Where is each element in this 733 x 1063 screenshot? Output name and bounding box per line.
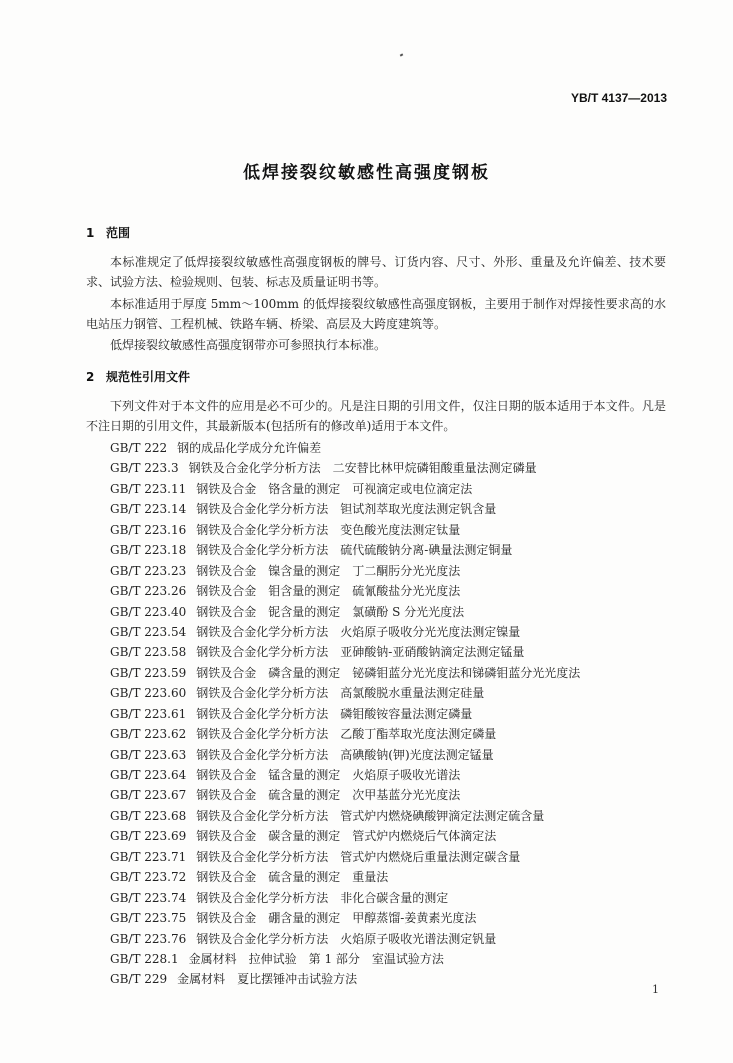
reference-title: 钢铁及合金 铬含量的测定 可视滴定或电位滴定法 bbox=[196, 481, 473, 496]
reference-item bbox=[110, 581, 580, 601]
reference-item bbox=[110, 499, 580, 519]
section-title: 规范性引用文件 bbox=[106, 370, 191, 384]
section-1-paragraph-2: 本标准适用于厚度 5mm～100mm 的低焊接裂纹敏感性高强度钢板，主要用于制作对焊接性要求高的水电站压力钢管、工程机械、铁路车辆、桥梁、高层及大跨度建筑等。 bbox=[86, 297, 666, 331]
reference-code: GB/T 223.3 bbox=[110, 461, 179, 476]
reference-code: GB/T 223.75 bbox=[110, 911, 187, 926]
reference-title: 钢的成品化学成分允许偏差 bbox=[177, 441, 322, 455]
reference-title: 钢铁及合金化学分析方法 磷钼酸铵容量法测定磷量 bbox=[196, 706, 473, 721]
section-1-paragraph-1: 本标准规定了低焊接裂纹敏感性高强度钢板的牌号、订货内容、尺寸、外形、重量及允许偏差、技术要求、试验方法、检验规则、包装、标志及质量证明书等。 bbox=[86, 255, 666, 289]
page-number: 1 bbox=[652, 983, 659, 996]
reference-title: 钢铁及合金化学分析方法 高氯酸脱水重量法测定硅量 bbox=[196, 686, 485, 701]
reference-code: GB/T 223.62 bbox=[110, 727, 187, 742]
reference-title: 钢铁及合金化学分析方法 火焰原子吸收分光光度法测定镍量 bbox=[196, 624, 521, 639]
reference-title: 钢铁及合金 硼含量的测定 甲醇蒸馏-姜黄素光度法 bbox=[196, 911, 477, 926]
reference-item bbox=[110, 724, 580, 744]
standard-number: YB/T 4137—2013 bbox=[570, 91, 667, 105]
reference-item bbox=[110, 683, 580, 703]
reference-code: GB/T 223.60 bbox=[110, 686, 187, 701]
reference-title: 钢铁及合金 镍含量的测定 丁二酮肟分光光度法 bbox=[196, 563, 461, 578]
reference-code: GB/T 223.23 bbox=[110, 563, 187, 578]
reference-title: 钢铁及合金化学分析方法 火焰原子吸收光谱法测定钒量 bbox=[196, 931, 497, 946]
reference-code: GB/T 223.58 bbox=[110, 645, 187, 660]
reference-list bbox=[110, 438, 580, 990]
reference-item bbox=[110, 540, 580, 560]
reference-item bbox=[110, 479, 580, 499]
reference-item bbox=[110, 745, 580, 765]
reference-title: 钢铁及合金化学分析方法 硫代硫酸钠分离-碘量法测定铜量 bbox=[196, 543, 513, 558]
reference-item bbox=[110, 969, 580, 989]
reference-title: 钢铁及合金化学分析方法 高碘酸钠(钾)光度法测定锰量 bbox=[196, 747, 494, 762]
reference-code: GB/T 223.26 bbox=[110, 584, 187, 599]
reference-item bbox=[110, 602, 580, 622]
section-2-heading bbox=[86, 368, 190, 385]
reference-item bbox=[110, 929, 580, 949]
reference-code: GB/T 223.69 bbox=[110, 829, 187, 844]
document-title: 低焊接裂纹敏感性高强度钢板 bbox=[243, 163, 490, 183]
reference-title: 钢铁及合金 锰含量的测定 火焰原子吸收光谱法 bbox=[196, 768, 461, 782]
reference-title: 金属材料 拉伸试验 第 1 部分 室温试验方法 bbox=[188, 951, 444, 966]
reference-code: GB/T 223.68 bbox=[110, 808, 187, 823]
reference-item bbox=[110, 806, 580, 826]
reference-item bbox=[110, 642, 580, 662]
reference-item bbox=[110, 826, 580, 846]
reference-code: GB/T 223.64 bbox=[110, 768, 187, 782]
reference-code: GB/T 223.11 bbox=[110, 481, 187, 496]
reference-title: 钢铁及合金 碳含量的测定 管式炉内燃烧后气体滴定法 bbox=[196, 829, 497, 844]
reference-title: 钢铁及合金化学分析方法 非化合碳含量的测定 bbox=[196, 890, 449, 905]
reference-title: 钢铁及合金化学分析方法 管式炉内燃烧后重量法测定碳含量 bbox=[196, 849, 521, 864]
section-number: 2 bbox=[86, 370, 95, 384]
reference-code: GB/T 223.67 bbox=[110, 788, 187, 803]
section-1-paragraph-3: 低焊接裂纹敏感性高强度钢带亦可参照执行本标准。 bbox=[110, 338, 387, 352]
reference-code: GB/T 223.61 bbox=[110, 706, 187, 721]
reference-title: 钢铁及合金 铌含量的测定 氯磺酚 S 分光光度法 bbox=[196, 604, 465, 619]
reference-item bbox=[110, 520, 580, 540]
reference-title: 钢铁及合金 硫含量的测定 次甲基蓝分光光度法 bbox=[196, 788, 461, 803]
reference-title: 钢铁及合金 钼含量的测定 硫氰酸盐分光光度法 bbox=[196, 584, 461, 599]
reference-code: GB/T 223.74 bbox=[110, 890, 187, 905]
reference-code: GB/T 223.59 bbox=[110, 665, 187, 680]
reference-code: GB/T 229 bbox=[110, 972, 168, 987]
reference-code: GB/T 222 bbox=[110, 441, 168, 455]
reference-code: GB/T 223.16 bbox=[110, 522, 187, 537]
reference-code: GB/T 228.1 bbox=[110, 951, 179, 966]
reference-code: GB/T 223.40 bbox=[110, 604, 187, 619]
reference-item bbox=[110, 663, 580, 683]
section-1-heading bbox=[86, 224, 130, 241]
reference-title: 钢铁及合金化学分析方法 二安替比林甲烷磷钼酸重量法测定磷量 bbox=[188, 461, 537, 476]
reference-item bbox=[110, 847, 580, 867]
reference-item bbox=[110, 765, 580, 785]
reference-item bbox=[110, 458, 580, 478]
reference-code: GB/T 223.18 bbox=[110, 543, 187, 558]
reference-code: GB/T 223.63 bbox=[110, 747, 187, 762]
reference-title: 钢铁及合金化学分析方法 钽试剂萃取光度法测定钒含量 bbox=[196, 502, 497, 517]
section-title: 范围 bbox=[106, 226, 131, 240]
reference-title: 钢铁及合金化学分析方法 管式炉内燃烧碘酸钾滴定法测定硫含量 bbox=[196, 808, 545, 823]
reference-code: GB/T 223.72 bbox=[110, 870, 187, 885]
section-number: 1 bbox=[86, 226, 95, 240]
reference-code: GB/T 223.14 bbox=[110, 502, 187, 517]
scan-speck bbox=[400, 53, 404, 56]
reference-item bbox=[110, 438, 580, 458]
reference-title: 钢铁及合金 硫含量的测定 重量法 bbox=[196, 870, 389, 885]
reference-title: 钢铁及合金 磷含量的测定 铋磷钼蓝分光光度法和锑磷钼蓝分光光度法 bbox=[196, 665, 581, 680]
reference-title: 钢铁及合金化学分析方法 乙酸丁酯萃取光度法测定磷量 bbox=[196, 727, 497, 742]
reference-item bbox=[110, 888, 580, 908]
reference-code: GB/T 223.71 bbox=[110, 849, 187, 864]
reference-item bbox=[110, 561, 580, 581]
reference-code: GB/T 223.54 bbox=[110, 624, 187, 639]
reference-item bbox=[110, 867, 580, 887]
reference-item bbox=[110, 908, 580, 928]
reference-title: 金属材料 夏比摆锤冲击试验方法 bbox=[177, 972, 358, 987]
reference-title: 钢铁及合金化学分析方法 变色酸光度法测定钛量 bbox=[196, 522, 461, 537]
reference-title: 钢铁及合金化学分析方法 亚砷酸钠-亚硝酸钠滴定法测定锰量 bbox=[196, 645, 525, 660]
reference-item bbox=[110, 704, 580, 724]
reference-code: GB/T 223.76 bbox=[110, 931, 187, 946]
reference-item bbox=[110, 622, 580, 642]
section-2-paragraph-1: 下列文件对于本文件的应用是必不可少的。凡是注日期的引用文件，仅注日期的版本适用于本文件。凡是不注日期的引用文件，其最新版本(包括所有的修改单)适用于本文件。 bbox=[86, 399, 666, 433]
reference-item bbox=[110, 949, 580, 969]
reference-item bbox=[110, 785, 580, 805]
